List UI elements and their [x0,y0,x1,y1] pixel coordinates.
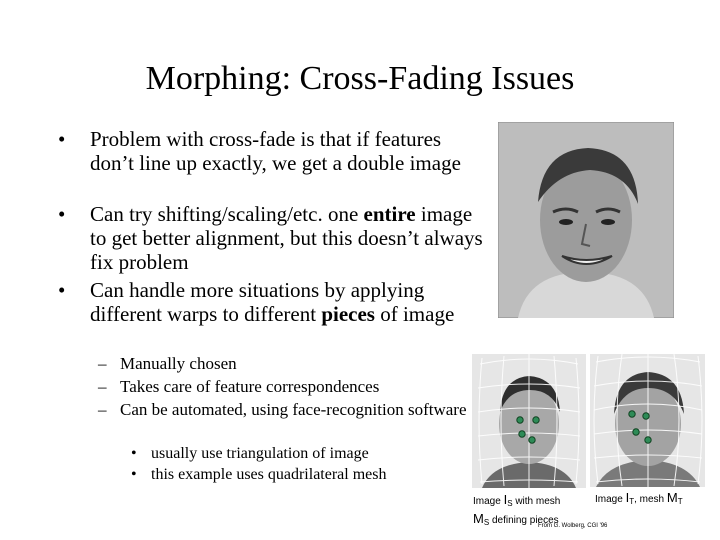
sub-sub-bullet-text: this example uses quadrilateral mesh [151,466,387,483]
sub-bullet-text: Can be automated, using face-recognition software [120,400,467,419]
bullet-item [58,278,488,326]
sub-sub-bullet-text: usually use triangulation of image [151,445,369,462]
source-face-mesh-image [472,354,586,488]
bullet-text: Can try shifting/scaling/etc. one entire image to get better alignment, but this doesn’t always fix problem [90,202,483,274]
source-mesh-caption: $M_S$ defining pieces [473,511,559,527]
slide-title: Morphing: Cross-Fading Issues [145,60,575,97]
sub-bullet-item [98,353,468,374]
face-photo [498,122,674,318]
sub-bullet-item [98,376,468,397]
target-image-caption: Image $I_T$, mesh $M_T$ [595,490,683,506]
sub-bullet-item [98,399,468,420]
bullet-item [58,127,488,175]
bullet-text: Can handle more situations by applying different warps to different pieces of image [90,278,455,326]
sub-sub-bullet-item [131,464,471,485]
bullet-marker: • [58,278,66,302]
target-face-mesh-image [590,354,705,487]
bullet-marker: • [131,445,137,462]
dash-marker: – [98,354,107,373]
bullet-marker: • [58,127,66,151]
dash-marker: – [98,377,107,396]
bullet-marker: • [58,202,66,226]
sub-bullet-text: Takes care of feature correspondences [120,377,380,396]
bullet-text: Problem with cross-fade is that if features don’t line up exactly, we get a double image [90,127,461,175]
bullet-marker: • [131,466,137,483]
bullet-item [58,202,488,274]
source-image-caption: Image $I_S$ with mesh [473,492,561,508]
sub-sub-bullet-item [131,443,471,464]
dash-marker: – [98,400,107,419]
figure-credit: From G. Wolberg, CGI '96 [538,523,608,529]
sub-bullet-text: Manually chosen [120,354,237,373]
